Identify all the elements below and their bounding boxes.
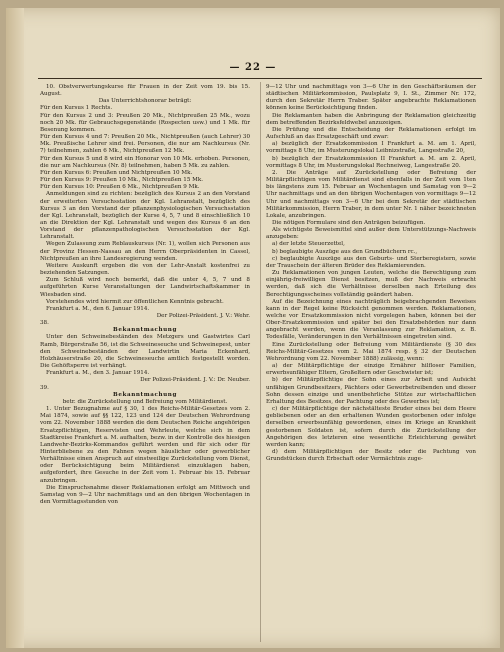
- paragraph-l17: 38.: [40, 320, 49, 327]
- paragraph-l18: Bekanntmachung: [113, 327, 177, 334]
- paragraph-r8: Als wichtigste Beweismittel sind außer dem Unterstützungs-Nachweis anzugeben:: [266, 227, 476, 241]
- right-column: [266, 84, 476, 463]
- paragraph-r18: d) dem Militärpflichtigen der Besitz oder die Pachtung von Grundstücken durch Erbschaft oder Vermächtnis zuge-: [266, 448, 476, 463]
- paragraph-r14: Eine Zurückstellung oder Befreiung vom Militärdienste (§ 30 des Reichs-Militär-Gesetzes vom 2. Mai 1874 resp. § 32 der Deutschen Wehrordnung vom 22. November 1888) zulässig, wenn:: [266, 341, 476, 362]
- paragraph-l5: Für den Kursus 4 und 7: Preußen 20 Mk., Nichtpreußen (auch Lehrer) 30 Mk. Preußische Lehrer sind frei. Personen, die nur am Nachkursus (Nr. 7) teilnehmen, zahlen 6 Mk., Nichtpreußen 12 Mk.: [40, 134, 250, 155]
- paragraph-l1: 10. Obstverwertungskurse für Frauen in der Zeit vom 19. bis 15. August.: [40, 84, 250, 98]
- paragraph-l22: 39.: [40, 384, 49, 391]
- paragraph-r3: Die Prüfung und die Entscheidung der Reklamationen erfolgt im Aufschluß an das Ersatzgeschäft und zwar:: [266, 126, 476, 141]
- paragraph-l26: Die Einspruchsnahme dieser Reklamationen erfolgt am Mittwoch und Samstag von 9—2 Uhr nachmittags und an den übrigen Wochentagen in den Vormittagsstunden von: [40, 484, 250, 506]
- paragraph-r15: a) der Militärpflichtige der einzige Ernährer hilfloser Familien, erwerbsunfähiger Eltern, Großeltern oder Geschwister ist;: [266, 363, 476, 377]
- paragraph-l11: Wegen Zulassung zum Reblauskursus (Nr. 1), wollen sich Personen aus der Provinz Hessen-Nassau an den Herrn Oberpräsidenten in Cassel, Nichtpreußen an ihre Landesregierung wenden.: [40, 241, 250, 262]
- paragraph-r5: b) bezüglich der Ersatzkommission II Frankfurt a. M. am 2. April, vormittags 8 Uhr, im Musterungslokal Rechneiweg, Langestraße 20.: [266, 155, 476, 169]
- paragraph-r16: b) der Militärpflichtige der Sohn eines zur Arbeit und Aufsicht unfähigen Grundbesitzers, Pächters oder Gewerbetreibenden und dieser Sohn dessen einzige und unentbehrliche Stütze zur wirtschaftlichen Erhaltung des Besitzes, der Pachtung oder des Gewerbes ist;: [266, 377, 476, 405]
- paragraph-l7: Für den Kursus 6: Preußen und Nichtpreußen 10 Mk.: [40, 169, 193, 176]
- paragraph-l19: Unter den Schweinebeständen des Metzgers und Gastwirtes Carl Ramb, Bürgerstraße 56, ist die Schweineseuche und Schweinepest, unter den Schweinebeständen der Landwirtin Maria Eckenhard, Holzhäuserstraße 20, die Schweineseuche amtlich festgestellt worden. Die Gehöftsperre ist verhängt.: [40, 334, 250, 370]
- page-number: — 22 —: [229, 62, 277, 73]
- paragraph-r9: a) der letzte Steuerzettel,: [272, 241, 345, 248]
- newspaper-page: [6, 8, 500, 648]
- paragraph-l16: Der Polizei-Präsident. J. V.: Wehr.: [156, 313, 250, 319]
- paragraph-r13: Auf die Bezeichnung eines nachträglich beigebrachgenden Beweises kann in der Regel keine Rücksicht genommen werden. Reklamationen, welche vor Ersatzkommission nicht vorgelegen haben, können bei der Ober-Ersatzkommission und später bei den Ersatzbehörden nur dann angebracht werden, wenn die Veranlassung zur Reklamation, z. B. Todesfälle, Veränderungen in den Verhältnissen eingetreten sind.: [266, 298, 476, 341]
- paragraph-r6: 2. Die Anträge auf Zurückstellung oder Befreiung der Militärpflichtigen vom Militärdienst sind ebenfalls in der Zeit vom 1ten bis längstens zum 15. Februar an Wochentagen und Samstag von 9—2 Uhr nachmittags und an den übrigen Wochentagen von vormittags 9—12 Uhr und nachmittags von 3—6 Uhr bei dem Sekretär der städtischen Militärkommission, Herrn Traber, in dem unter Nr. 1 näher bezeichneten Lokale, anzubringen.: [266, 169, 476, 219]
- paragraph-l23: Bekanntmachung: [113, 391, 177, 398]
- paragraph-l9: Für den Kursus 10: Preußen 6 Mk., Nichtpreußen 9 Mk.: [40, 184, 200, 191]
- paragraph-r17: c) der Militärpflichtige der nächstälteste Bruder eines bei dem Heere gebliebenen oder an den erhaltenen Wunden gestorbenen oder infolge derselben erwerbsunfähig gewordenen, eines im Kriege an Krankheit gestorbenen Soldaten ist, sofern durch die Zurückstellung der Angehörigen des letzteren eine wesentliche Erleichterung gewährt werden kann;: [266, 406, 476, 448]
- left-column: [40, 84, 250, 506]
- paragraph-r1: 9—12 Uhr und nachmittags von 3—6 Uhr in den Geschäftsräumen der städtischen Militärkommission, Paulsplatz 9, I. St., Zimmer Nr. 172, durch den Sekretär Herrn Traber. Später angebrachte Reklamationen können keine Berücksichtigung finden.: [266, 84, 476, 112]
- paragraph-l10: Anmeldungen sind zu richten: bezüglich des Kursus 2 an den Vorstand der erweiterten Versuchsstation der Kgl. Lehranstalt, bezüglich des Kursus 3 an den Vorstand der pflanzenphysiologischen Versuchsstation der Kgl. Lehranstalt, bezüglich der Kurse 4, 5, 7 und 8 einschließlich 10 an die Direktion der Kgl. Lehranstalt und wegen des Kursus 6 an den Vorstand der pflanzenpathologischen Versuchsstation der Kgl. Lehranstalt.: [40, 191, 250, 241]
- paragraph-r7: Die nötigen Formulare sind den Anträgen beizufügen.: [272, 219, 426, 226]
- paragraph-l2: Das Unterrichtshonorar beträgt:: [98, 98, 192, 105]
- paragraph-r12: Zu Reklamationen von jungen Leuten, welche die Berechtigung zum einjährig-freiwilligen Dienst besitzen, muß der Nachweis erbracht werden, daß sich die Verhältnisse derselben nach Erteilung des Berechtigungsscheines vollständig geändert haben.: [266, 270, 476, 298]
- column-divider: [260, 82, 261, 642]
- paragraph-l4: Für den Kursus 2 und 3: Preußen 20 Mk., Nichtpreußen 25 Mk., wozu noch 20 Mk. für Gebrauchsgegenstände (Rospecten usw.) und 1 Mk. für Besenung kommen.: [40, 112, 250, 133]
- paragraph-r11: c) beglaubigte Auszüge aus den Geburts- und Sterberegistern, sowie der Trauschein der älteren Brüder des Reklamierenden.: [266, 255, 476, 269]
- paragraph-l20: Frankfurt a. M., den 3. Januar 1914.: [46, 370, 150, 377]
- paragraph-l8: Für den Kursus 9: Preußen 10 Mk., Nichtpreußen 15 Mk.: [40, 177, 204, 184]
- paragraph-l24: betr. die Zurückstellung und Befreiung vom Militärdienst.: [62, 398, 228, 405]
- paragraph-l14: Vorstehendes wird hiermit zur öffentlichen Kenntnis gebracht.: [46, 298, 224, 305]
- paragraph-l25: 1. Unter Bezugnahme auf § 30, 1 des Reichs-Militär-Gesetzes vom 2. Mai 1874, sowie auf §§ 122, 123 und 124 der Deutschen Wehrordnung vom 22. November 1888 werden die dem Deutschen Reiche angehörigen Ersatzpflichtigen, Reservisten und Wehrleute, welche sich in dem Stadtkreise Frankfurt a. M. aufhalten, bezw. in der Kontrolle des hiesigen Landwehr-Bezirks-Kommandos geführt werden und für sich oder für Hinterbliebene zu den Fahnen wegen häuslicher oder gewerblicher Verhältnisse einen Anspruch auf einstweilige Zurückstellung vom Dienst, oder Berücksichtigung beim Militärdienst einzuklagen haben, aufgefordert, ihre Gesuche in der Zeit vom 1. Februar bis 15. Februar anzubringen.: [40, 406, 250, 484]
- paragraph-r10: b) beglaubigte Auszüge aus den Grundbüchern rc.,: [272, 248, 418, 255]
- paragraph-r2: Die Reklamanten haben die Anbringung der Reklamation gleichzeitig dem betreffenden Bezirksfeldwebel anzuzeigen.: [266, 112, 476, 126]
- paragraph-l21: Der Polizei-Präsident. J. V.: Dr. Neuber.: [140, 377, 250, 384]
- paragraph-l6: Für den Kursus 5 und 8 wird ein Honorar von 10 Mk. erhoben. Personen, die nur am Nachkursus (Nr. 8) teilnehmen, haben 5 Mk. zu zahlen.: [40, 155, 250, 169]
- paragraph-l3: Für den Kursus 1 Rechts.: [40, 105, 113, 112]
- header-rule: [38, 78, 482, 79]
- paragraph-l15: Frankfurt a. M., den 6. Januar 1914.: [46, 305, 150, 312]
- paragraph-r4: a) bezüglich der Ersatzkommission I Frankfurt a. M. am 1. April, vormittags 8 Uhr, im Musterungslokal Leibnizstraße, Langestraße 20,: [266, 141, 476, 155]
- paragraph-l13: Zum Schluß wird noch bemerkt, daß die unter 4, 5, 7 und 8 aufgeführten Kurse Veranstaltungen der Landwirtschaftskammer in Wiesbaden sind.: [40, 277, 250, 298]
- paragraph-l12: Weitere Auskunft ergeben die von der Lehr-Anstalt kostenfrei zu beziehenden Satzungen.: [40, 262, 250, 277]
- page-spine-shadow: [6, 8, 24, 648]
